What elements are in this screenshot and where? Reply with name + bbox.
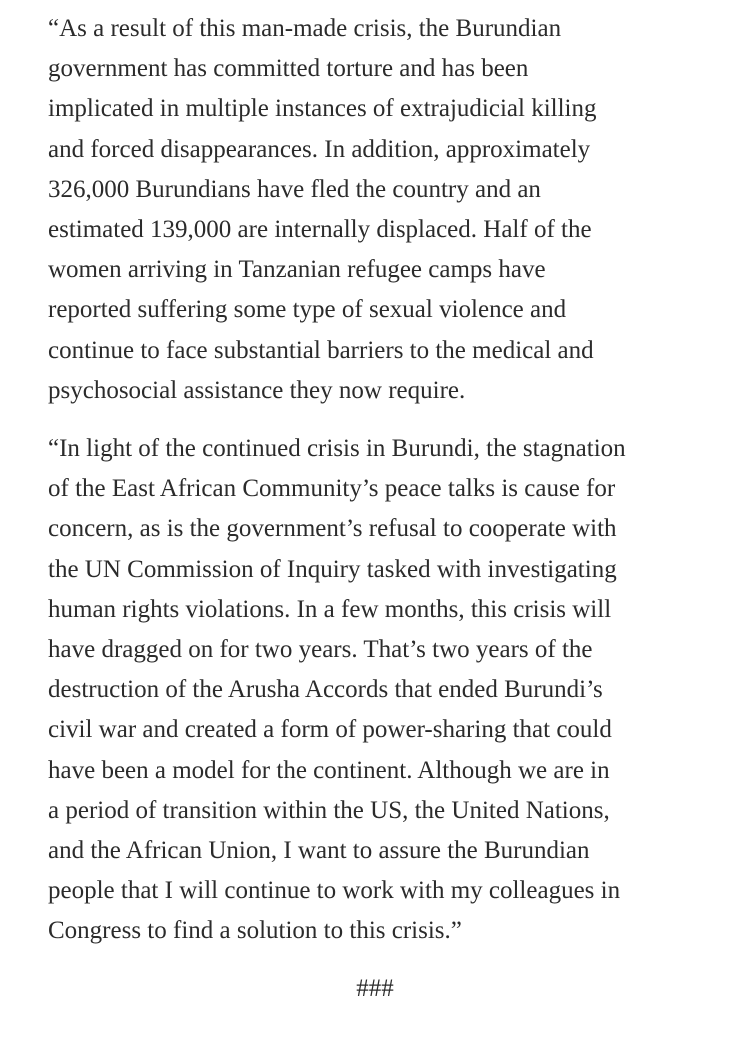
text-line: destruction of the Arusha Accords that ended Burundi’s — [48, 676, 603, 704]
text-line: “In light of the continued crisis in Burundi, the stagnation — [48, 435, 626, 463]
text-line: have been a model for the continent. Although we are in — [48, 756, 610, 784]
paragraph-1 — [48, 9, 720, 411]
text-line: implicated in multiple instances of extrajudicial killing — [48, 95, 597, 123]
text-line: concern, as is the government’s refusal to cooperate with — [48, 515, 617, 543]
text-line: Congress to find a solution to this crisis.” — [48, 917, 462, 945]
text-line: reported suffering some type of sexual violence and — [48, 296, 567, 324]
text-line: and forced disappearances. In addition, approximately — [48, 135, 591, 163]
text-line: of the East African Community’s peace talks is cause for — [48, 475, 616, 503]
text-line: people that I will continue to work with my colleagues in — [48, 877, 621, 905]
text-line: and the African Union, I want to assure the Burundian — [48, 837, 590, 865]
text-line: have dragged on for two years. That’s two years of the — [48, 636, 593, 664]
text-line: the UN Commission of Inquiry tasked with investigating — [48, 555, 617, 583]
text-line: “As a result of this man-made crisis, the Burundian — [48, 15, 562, 42]
text-line: government has committed torture and has been — [48, 55, 529, 83]
text-line: estimated 139,000 are internally displaced. Half of the — [48, 216, 592, 244]
text-line: civil war and created a form of power-sharing that could — [48, 716, 612, 744]
text-line: a period of transition within the US, the United Nations, — [48, 796, 610, 824]
text-line: continue to face substantial barriers to the medical and — [48, 336, 594, 364]
end-of-release-mark: ### — [356, 975, 394, 1002]
text-line: 326,000 Burundians have fled the country and an — [48, 175, 541, 203]
text-line: psychosocial assistance they now require. — [48, 376, 466, 404]
text-line: human rights violations. In a few months, this crisis will — [48, 595, 612, 623]
text-line: women arriving in Tanzanian refugee camps have — [48, 256, 546, 284]
paragraph-2 — [48, 429, 720, 952]
